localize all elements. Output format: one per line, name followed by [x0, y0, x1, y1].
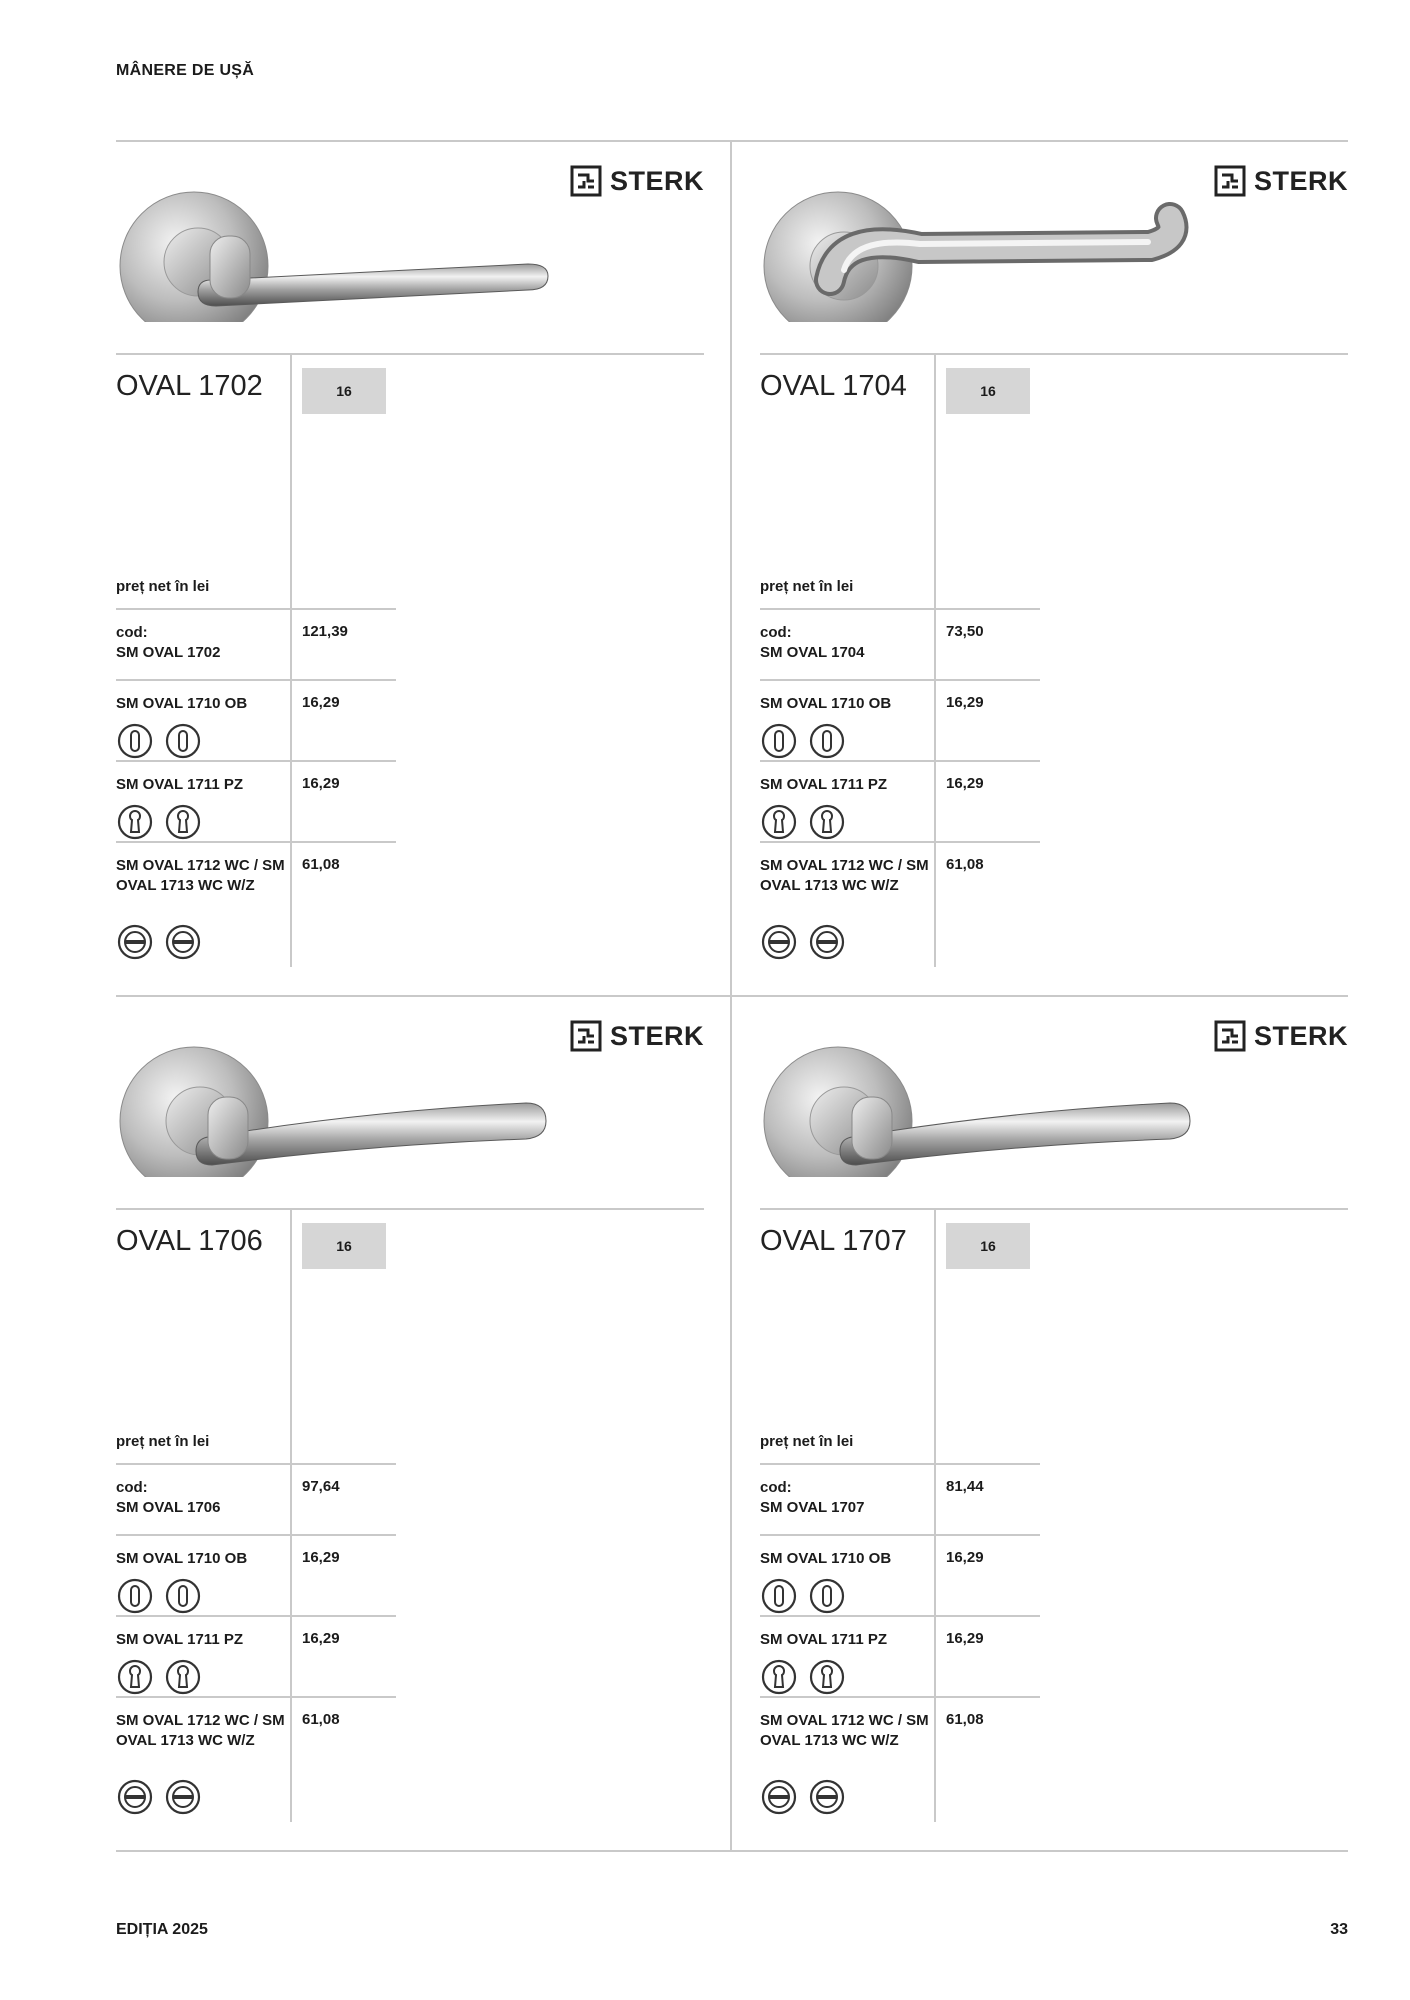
- accessory-icons: [760, 803, 846, 841]
- code-cell: [116, 1478, 221, 1518]
- code-label: cod:: [116, 1479, 148, 1496]
- accessory-price: 16,29: [302, 1549, 340, 1566]
- door-handle-image: [116, 170, 556, 322]
- size-badge: 16: [302, 368, 386, 414]
- accessory-icons: [760, 722, 846, 760]
- accessory-label: SM OVAL 1710 OB: [116, 1550, 248, 1567]
- brand-name: STERK: [609, 165, 704, 196]
- wc-turn-icon: [164, 1778, 202, 1816]
- accessory-price: 61,08: [946, 856, 984, 873]
- accessory-icons: [760, 1658, 846, 1696]
- wc-turn-icon: [116, 1778, 154, 1816]
- accessory-label: SM OVAL 1712 WC / SM OVAL 1713 WC W/Z: [760, 857, 929, 894]
- row-separator: [116, 841, 396, 843]
- price-note: preț net în lei: [116, 578, 210, 595]
- cylinder-icon: [164, 1658, 202, 1696]
- wc-turn-icon: [116, 923, 154, 961]
- row-separator: [760, 679, 1040, 681]
- accessory-label: SM OVAL 1712 WC / SM OVAL 1713 WC W/Z: [760, 1712, 929, 1749]
- product-card-oval-1706: [116, 997, 704, 1852]
- product-price: 81,44: [946, 1478, 984, 1495]
- accessory-icons: [760, 1577, 846, 1615]
- cylinder-icon: [808, 1658, 846, 1696]
- accessory-icons: [116, 1778, 202, 1816]
- row-separator: [116, 760, 396, 762]
- accessory-price: 16,29: [302, 1630, 340, 1647]
- footer-edition: EDIȚIA 2025: [116, 1921, 208, 1938]
- door-handle-image: [760, 170, 1200, 322]
- product-code: SM OVAL 1707: [760, 1499, 865, 1516]
- size-badge: 16: [946, 1223, 1030, 1269]
- code-label: cod:: [760, 1479, 792, 1496]
- row-separator: [116, 1615, 396, 1617]
- price-note: preț net în lei: [116, 1433, 210, 1450]
- accessory-icons: [116, 1658, 202, 1696]
- key-bit-icon: [116, 722, 154, 760]
- center-column-rule: [730, 142, 732, 1850]
- code-label: cod:: [760, 624, 792, 641]
- accessory-price: 61,08: [946, 1711, 984, 1728]
- cylinder-icon: [760, 803, 798, 841]
- wc-turn-icon: [164, 923, 202, 961]
- code-cell: [760, 623, 865, 663]
- column-divider: [934, 1210, 936, 1822]
- column-divider: [290, 355, 292, 967]
- brand-name: STERK: [1253, 1020, 1348, 1051]
- column-divider: [290, 1210, 292, 1822]
- product-card-oval-1702: [116, 142, 704, 997]
- accessory-price: 16,29: [946, 694, 984, 711]
- image-divider: [116, 1208, 704, 1210]
- key-bit-icon: [164, 722, 202, 760]
- sterk-brand: [1214, 1019, 1348, 1053]
- code-cell: [760, 1478, 865, 1518]
- sterk-brand: [570, 164, 704, 198]
- page-number: 33: [1330, 1921, 1348, 1938]
- model-name: OVAL 1704: [760, 370, 907, 402]
- key-bit-icon: [808, 1577, 846, 1615]
- accessory-price: 61,08: [302, 1711, 340, 1728]
- brand-name: STERK: [609, 1020, 704, 1051]
- accessory-price: 61,08: [302, 856, 340, 873]
- brand-name: STERK: [1253, 165, 1348, 196]
- accessory-label: SM OVAL 1710 OB: [760, 695, 892, 712]
- row-separator: [760, 1615, 1040, 1617]
- accessory-label: SM OVAL 1711 PZ: [760, 1631, 887, 1648]
- row-separator: [760, 608, 1040, 610]
- code-label: cod:: [116, 624, 148, 641]
- row-separator: [760, 841, 1040, 843]
- accessory-icons: [116, 803, 202, 841]
- model-name: OVAL 1706: [116, 1225, 263, 1257]
- sterk-logo-icon: [1214, 165, 1246, 197]
- accessory-label: SM OVAL 1711 PZ: [116, 776, 243, 793]
- code-cell: [116, 623, 221, 663]
- price-note: preț net în lei: [760, 1433, 854, 1450]
- sterk-logo-icon: [570, 1020, 602, 1052]
- size-badge: 16: [946, 368, 1030, 414]
- row-separator: [116, 1696, 396, 1698]
- cylinder-icon: [760, 1658, 798, 1696]
- accessory-label: SM OVAL 1710 OB: [116, 695, 248, 712]
- accessory-label: SM OVAL 1711 PZ: [116, 1631, 243, 1648]
- page-header-title: MÂNERE DE UȘĂ: [116, 62, 255, 79]
- accessory-price: 16,29: [302, 775, 340, 792]
- accessory-icons: [760, 923, 846, 961]
- door-handle-image: [116, 1025, 556, 1177]
- accessory-price: 16,29: [302, 694, 340, 711]
- accessory-price: 16,29: [946, 775, 984, 792]
- key-bit-icon: [760, 1577, 798, 1615]
- row-separator: [760, 1463, 1040, 1465]
- accessory-icons: [116, 923, 202, 961]
- product-card-oval-1704: [760, 142, 1348, 997]
- accessory-price: 16,29: [946, 1549, 984, 1566]
- key-bit-icon: [808, 722, 846, 760]
- sterk-brand: [1214, 164, 1348, 198]
- product-price: 73,50: [946, 623, 984, 640]
- wc-turn-icon: [808, 923, 846, 961]
- accessory-label: SM OVAL 1712 WC / SM OVAL 1713 WC W/Z: [116, 857, 285, 894]
- product-code: SM OVAL 1704: [760, 644, 865, 661]
- accessory-icons: [116, 1577, 202, 1615]
- wc-turn-icon: [760, 923, 798, 961]
- accessory-label: SM OVAL 1711 PZ: [760, 776, 887, 793]
- column-divider: [934, 355, 936, 967]
- accessory-label: SM OVAL 1712 WC / SM OVAL 1713 WC W/Z: [116, 1712, 285, 1749]
- row-separator: [760, 1534, 1040, 1536]
- product-code: SM OVAL 1702: [116, 644, 221, 661]
- row-separator: [760, 1696, 1040, 1698]
- model-name: OVAL 1707: [760, 1225, 907, 1257]
- cylinder-icon: [116, 803, 154, 841]
- product-code: SM OVAL 1706: [116, 1499, 221, 1516]
- sterk-logo-icon: [1214, 1020, 1246, 1052]
- row-separator: [760, 760, 1040, 762]
- sterk-logo-icon: [570, 165, 602, 197]
- product-card-oval-1707: [760, 997, 1348, 1852]
- row-separator: [116, 1463, 396, 1465]
- image-divider: [116, 353, 704, 355]
- cylinder-icon: [164, 803, 202, 841]
- sterk-brand: [570, 1019, 704, 1053]
- cylinder-icon: [116, 1658, 154, 1696]
- product-price: 121,39: [302, 623, 348, 640]
- accessory-icons: [116, 722, 202, 760]
- accessory-label: SM OVAL 1710 OB: [760, 1550, 892, 1567]
- model-name: OVAL 1702: [116, 370, 263, 402]
- key-bit-icon: [164, 1577, 202, 1615]
- row-separator: [116, 679, 396, 681]
- wc-turn-icon: [808, 1778, 846, 1816]
- key-bit-icon: [116, 1577, 154, 1615]
- size-badge: 16: [302, 1223, 386, 1269]
- wc-turn-icon: [760, 1778, 798, 1816]
- image-divider: [760, 353, 1348, 355]
- row-separator: [116, 608, 396, 610]
- key-bit-icon: [760, 722, 798, 760]
- product-price: 97,64: [302, 1478, 340, 1495]
- door-handle-image: [760, 1025, 1200, 1177]
- accessory-icons: [760, 1778, 846, 1816]
- accessory-price: 16,29: [946, 1630, 984, 1647]
- cylinder-icon: [808, 803, 846, 841]
- price-note: preț net în lei: [760, 578, 854, 595]
- row-separator: [116, 1534, 396, 1536]
- image-divider: [760, 1208, 1348, 1210]
